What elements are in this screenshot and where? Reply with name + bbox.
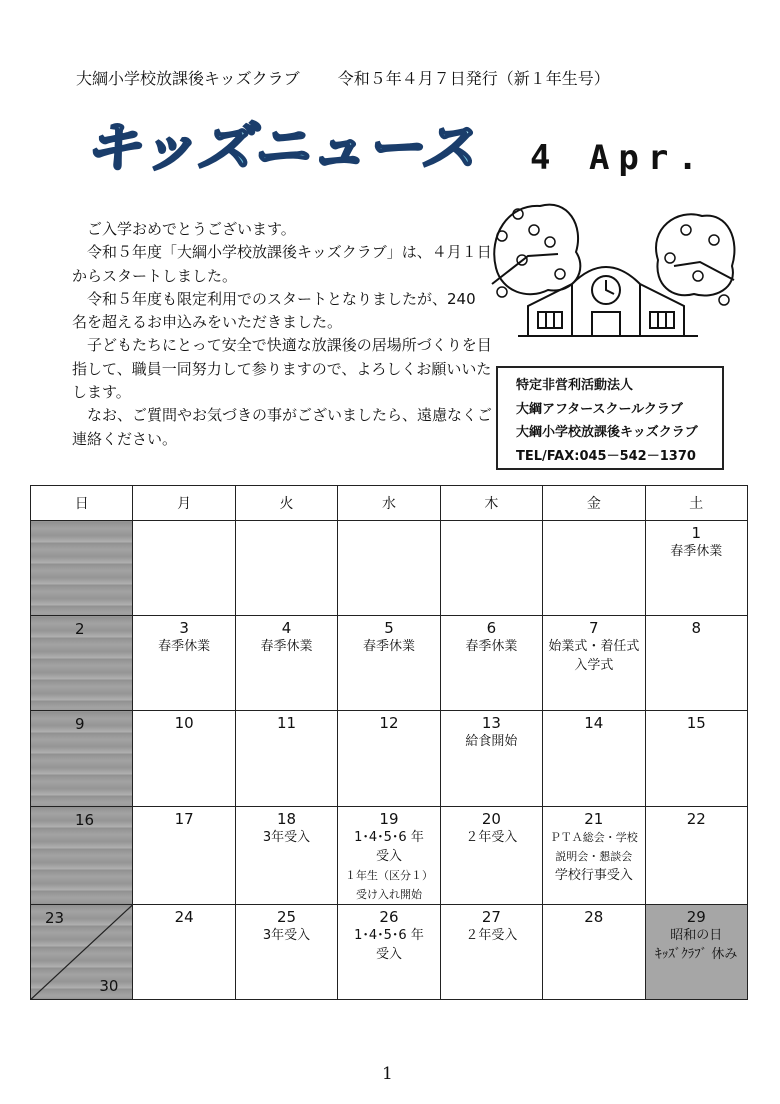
calendar-day-cell bbox=[543, 806, 645, 904]
weekday-header-row bbox=[31, 486, 748, 521]
calendar-day-cell bbox=[440, 806, 542, 904]
weekday-header: 金 bbox=[543, 486, 645, 521]
weekday-header: 木 bbox=[440, 486, 542, 521]
day-number: 7 bbox=[589, 619, 599, 638]
day-number: 1 bbox=[691, 524, 702, 542]
event-text: 春季休業 bbox=[158, 639, 211, 655]
logo-text: キッズニュース bbox=[84, 116, 476, 179]
calendar-week-row bbox=[31, 521, 748, 616]
calendar-day-cell bbox=[133, 521, 235, 616]
event-text: 春季休業 bbox=[465, 639, 518, 655]
event-text: ｷｯｽﾞｸﾗﾌﾞ 休み bbox=[655, 946, 738, 962]
calendar-week-row bbox=[31, 616, 748, 711]
day-number: 15 bbox=[686, 714, 706, 733]
calendar-week-row bbox=[31, 904, 748, 999]
calendar-day-cell bbox=[338, 711, 440, 806]
calendar-day-cell bbox=[235, 711, 337, 806]
day-number: 4 bbox=[281, 619, 292, 638]
event-text: 春季休業 bbox=[362, 639, 415, 655]
calendar-day-cell bbox=[133, 806, 235, 904]
calendar-day-cell bbox=[235, 806, 337, 904]
organization-type: 特定非営利活動法人 bbox=[516, 378, 634, 393]
weekday-header: 月 bbox=[133, 486, 235, 521]
calendar-day-cell bbox=[440, 711, 542, 806]
event-text: 給食開始 bbox=[465, 734, 518, 750]
intro-paragraph: 令和５年度「大綱小学校放課後キッズクラブ」は、４月１日からスタートしました。 bbox=[72, 243, 492, 285]
left-tree-icon bbox=[494, 205, 580, 295]
calendar-day-cell bbox=[338, 616, 440, 711]
event-note: 説明会・懇談会 bbox=[555, 849, 633, 863]
day-number: 27 bbox=[481, 907, 501, 926]
event-text: 学校行事受入 bbox=[554, 867, 633, 883]
day-number: 17 bbox=[174, 809, 194, 828]
weekday-header: 日 bbox=[31, 486, 133, 521]
calendar-day-cell bbox=[543, 616, 645, 711]
calendar-day-cell bbox=[235, 616, 337, 711]
event-text: ２年受入 bbox=[465, 927, 518, 943]
calendar-day-cell bbox=[543, 711, 645, 806]
calendar-day-cell bbox=[645, 904, 747, 999]
calendar-day-cell bbox=[235, 904, 337, 999]
event-text: 1･4･5･6 年 bbox=[354, 829, 424, 845]
calendar-day-cell bbox=[235, 521, 337, 616]
calendar-day-cell bbox=[338, 904, 440, 999]
day-number: 11 bbox=[277, 714, 297, 733]
day-number: 26 bbox=[379, 907, 399, 926]
intro-message bbox=[72, 218, 492, 451]
day-number: 2 bbox=[75, 620, 85, 639]
event-note: １年生（区分１） bbox=[344, 868, 433, 882]
day-number: 28 bbox=[584, 907, 604, 926]
event-text: 春季休業 bbox=[670, 544, 723, 559]
calendar-day-cell bbox=[133, 616, 235, 711]
day-number: 22 bbox=[686, 809, 706, 828]
weekday-header: 土 bbox=[645, 486, 747, 521]
calendar-day-cell bbox=[133, 904, 235, 999]
organization-name: 大綱アフタースクールクラブ bbox=[516, 401, 683, 417]
event-text: 1･4･5･6 年 bbox=[354, 927, 424, 943]
event-text: 昭和の日 bbox=[670, 927, 723, 943]
calendar-day-cell bbox=[645, 806, 747, 904]
day-number: 23 bbox=[45, 908, 65, 927]
day-number: 16 bbox=[75, 810, 95, 829]
issue-date: 令和５年４月７日発行（新１年生号） bbox=[337, 69, 610, 88]
event-text: 受入 bbox=[375, 946, 402, 962]
club-name-contact: 大綱小学校放課後キッズクラブ bbox=[516, 425, 698, 440]
day-number: 13 bbox=[481, 714, 501, 733]
day-number: 21 bbox=[584, 809, 604, 828]
day-number: 3 bbox=[179, 619, 189, 638]
day-number: 6 bbox=[486, 619, 497, 638]
school-illustration bbox=[488, 196, 738, 346]
event-text: 3年受入 bbox=[262, 927, 311, 943]
event-text: 春季休業 bbox=[260, 639, 313, 655]
day-number: 12 bbox=[379, 714, 399, 733]
issue-header bbox=[76, 66, 716, 89]
day-number: 10 bbox=[174, 714, 194, 733]
april-calendar bbox=[30, 485, 748, 1000]
calendar-day-cell bbox=[543, 904, 645, 999]
calendar-day-cell bbox=[133, 711, 235, 806]
weekday-header: 水 bbox=[338, 486, 440, 521]
calendar-day-cell bbox=[31, 711, 133, 806]
calendar-day-cell bbox=[440, 904, 542, 999]
calendar-day-cell bbox=[645, 616, 747, 711]
day-number: 30 bbox=[99, 977, 119, 995]
calendar-day-cell bbox=[645, 521, 747, 616]
event-text: 3年受入 bbox=[262, 829, 311, 845]
phone-fax: TEL/FAX:045－542－1370 bbox=[516, 448, 696, 464]
day-number: 29 bbox=[686, 907, 706, 926]
right-tree-icon bbox=[656, 214, 734, 295]
weekday-header: 火 bbox=[235, 486, 337, 521]
day-number: 25 bbox=[277, 907, 297, 926]
calendar-day-cell bbox=[338, 806, 440, 904]
calendar-day-cell bbox=[31, 616, 133, 711]
event-text: 入学式 bbox=[574, 658, 614, 674]
event-text: 始業式・着任式 bbox=[548, 639, 640, 655]
day-number: 24 bbox=[174, 907, 194, 926]
event-note: 受け入れ開始 bbox=[355, 887, 422, 901]
day-number: 8 bbox=[691, 619, 702, 638]
day-number: 5 bbox=[384, 619, 394, 638]
intro-paragraph: なお、ご質問やお気づきの事がございましたら、遠慮なくご連絡ください。 bbox=[72, 406, 493, 448]
calendar-week-row bbox=[31, 711, 748, 806]
day-number: 9 bbox=[75, 715, 85, 734]
calendar-day-cell bbox=[31, 806, 133, 904]
intro-paragraph: 子どもたちにとって安全で快適な放課後の居場所づくりを目指して、職員一同努力して参りますので、よろしくお願いいたします。 bbox=[72, 336, 492, 402]
day-number: 14 bbox=[584, 714, 604, 733]
kids-news-logo bbox=[80, 112, 480, 182]
event-text: 受入 bbox=[375, 848, 402, 864]
calendar-day-cell bbox=[31, 521, 133, 616]
page-number: 1 bbox=[382, 1064, 393, 1084]
calendar-day-cell bbox=[440, 521, 542, 616]
calendar-day-cell bbox=[543, 521, 645, 616]
calendar-day-cell bbox=[338, 521, 440, 616]
calendar-day-cell bbox=[31, 904, 133, 999]
event-note: ＰＴＡ総会・学校 bbox=[549, 830, 638, 844]
month-label: 4 Apr. bbox=[530, 138, 707, 178]
event-text: ２年受入 bbox=[465, 829, 518, 845]
contact-info-box bbox=[496, 366, 724, 470]
intro-paragraph: ご入学おめでとうございます。 bbox=[87, 220, 296, 238]
day-number: 20 bbox=[481, 809, 501, 828]
calendar-day-cell bbox=[645, 711, 747, 806]
club-name: 大綱小学校放課後キッズクラブ bbox=[76, 69, 300, 88]
calendar-day-cell bbox=[440, 616, 542, 711]
intro-paragraph: 令和５年度も限定利用でのスタートとなりましたが、240 名を超えるお申込みをいただきました。 bbox=[72, 289, 476, 332]
day-number: 18 bbox=[277, 809, 297, 828]
calendar-week-row bbox=[31, 806, 748, 904]
day-number: 19 bbox=[379, 809, 399, 828]
